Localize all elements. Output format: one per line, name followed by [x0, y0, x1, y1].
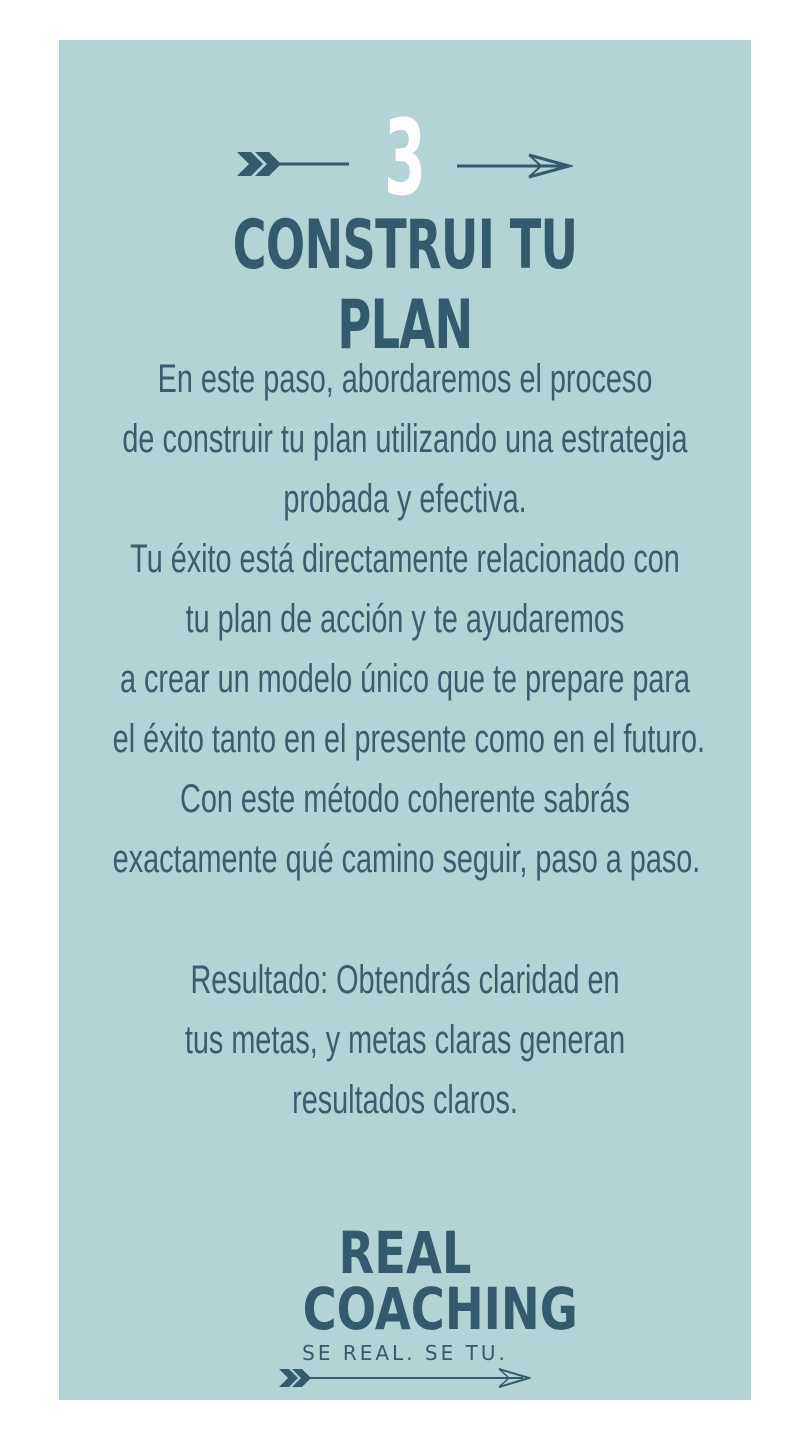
logo-word-real: REAL — [338, 1219, 472, 1287]
description-line: tu plan de acción y te ayudaremos — [185, 597, 625, 641]
arrowhead-icon — [457, 153, 573, 179]
step-number: 3 — [384, 97, 426, 219]
description-paragraph — [112, 349, 706, 889]
info-card — [59, 40, 751, 1400]
arrow-fletching-icon — [237, 150, 349, 178]
description-line: exactamente qué camino seguir, paso a paso. — [112, 837, 701, 881]
description-line: Con este método coherente sabrás — [180, 777, 630, 821]
description-line: a crear un modelo único que te prepare para — [120, 657, 690, 701]
description-line: el éxito tanto en el presente como en el futuro. — [112, 717, 706, 761]
result-line: resultados claros. — [292, 1078, 518, 1122]
result-paragraph — [113, 950, 698, 1130]
description-line: probada y efectiva. — [283, 477, 527, 521]
result-line: Resultado: Obtendrás claridad en — [190, 958, 620, 1002]
description-line: En este paso, abordaremos el proceso — [157, 357, 653, 401]
result-line: tus metas, y metas claras generan — [184, 1018, 626, 1062]
step-header — [59, 98, 751, 218]
logo-arrow-icon — [279, 1367, 531, 1389]
description-line: de construir tu plan utilizando una estrategia — [122, 417, 688, 461]
logo-word-coaching: COACHING — [302, 1275, 578, 1343]
brand-logo — [277, 1219, 578, 1385]
description-line: Tu éxito está directamente relacionado con — [130, 537, 680, 581]
step-title: CONSTRUI TU PLAN — [232, 206, 578, 365]
logo-tagline: SE REAL. SE TU. — [302, 1341, 508, 1365]
